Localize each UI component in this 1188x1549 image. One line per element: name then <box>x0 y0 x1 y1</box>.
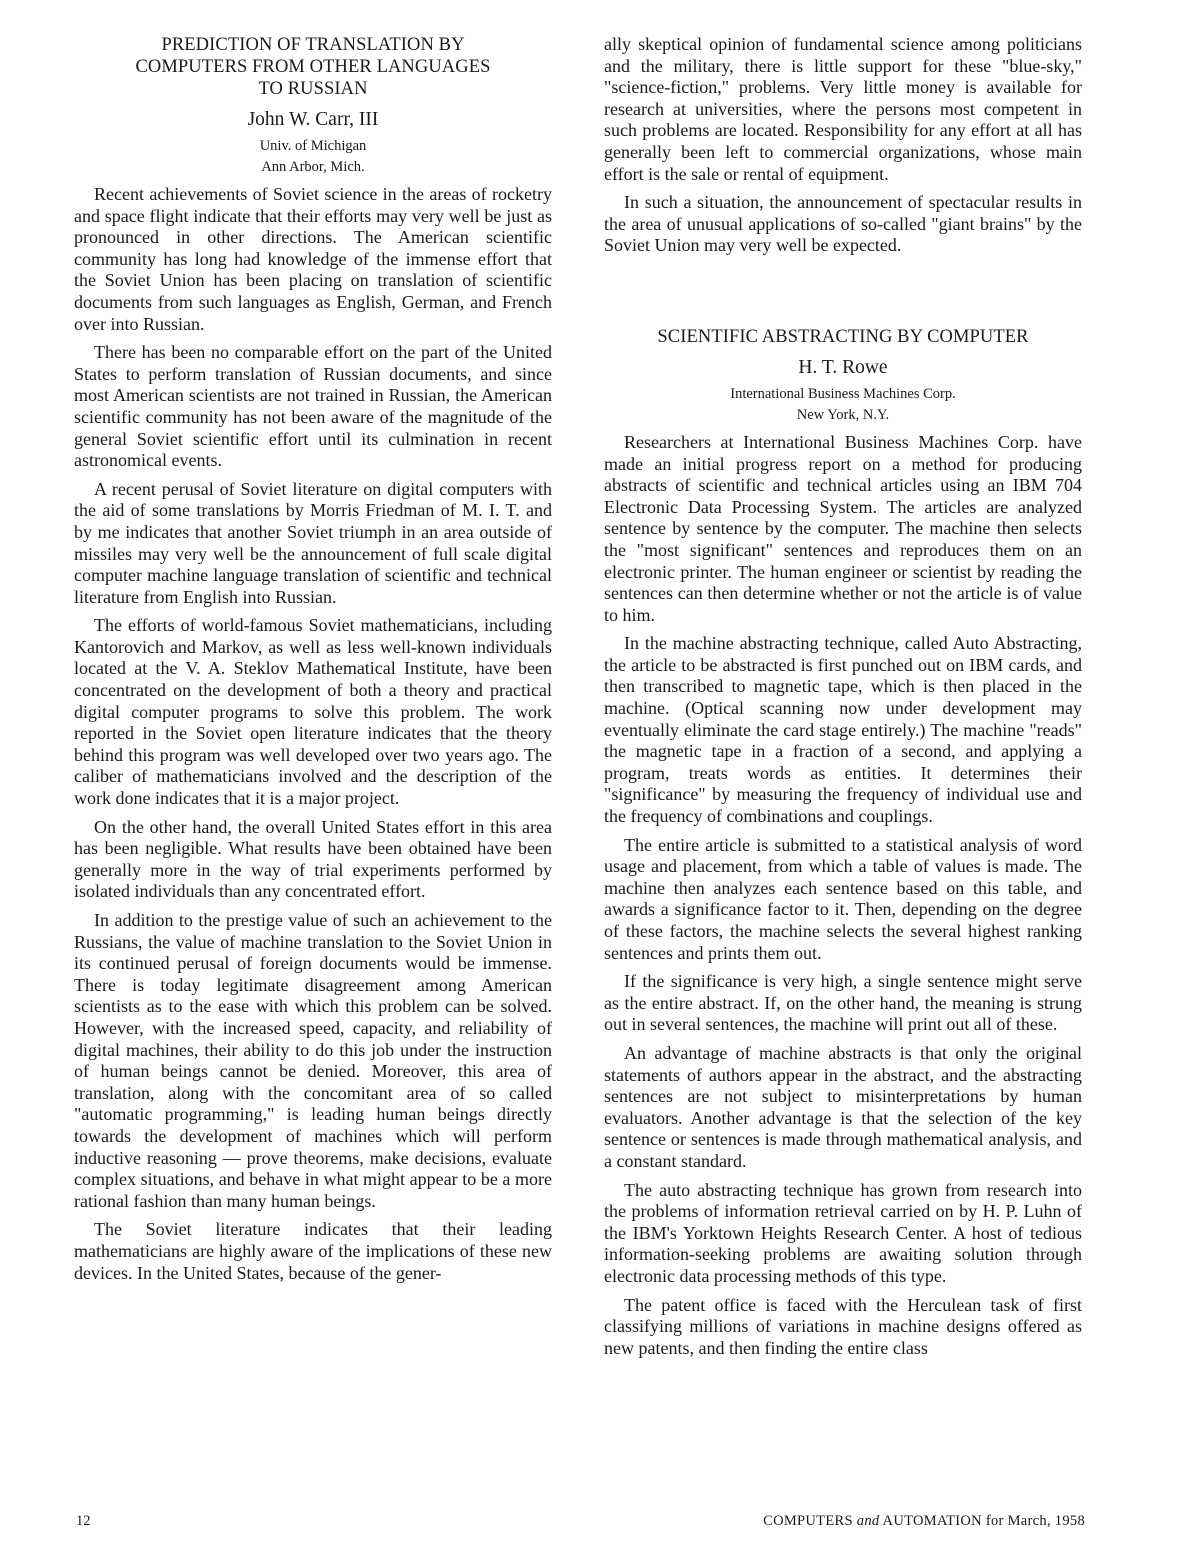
author-affiliation <box>604 384 1082 426</box>
body-paragraph: The Soviet literature indicates that their leading mathematicians are highly aware of the implications of these new devices. In the United States, because of the gener- <box>74 1219 552 1283</box>
right-column <box>604 34 1082 1366</box>
left-column <box>74 34 552 1291</box>
affiliation-line: Ann Arbor, Mich. <box>261 159 365 175</box>
affiliation-line: Univ. of Michigan <box>259 138 367 154</box>
body-paragraph: The entire article is submitted to a statistical analysis of word usage and placement, from which a table of values is made. The machine then analyzes each sentence based on this table, and awards a significance factor to it. Then, depending on the degree of these factors, the machine selects the several highest ranking sentences and prints them out. <box>604 834 1082 963</box>
body-paragraph: In such a situation, the announcement of spectacular results in the area of unusual applications of so-called "giant brains" by the Soviet Union may very well be expected. <box>604 192 1082 256</box>
affiliation-line: New York, N.Y. <box>796 406 890 423</box>
body-paragraph: In addition to the prestige value of such an achievement to the Russians, the value of machine translation to the Soviet Union in its continued perusal of foreign documents would be immense. There is today legitimate disagreement among American scientists as to the ease with which this problem can be solved. However, with the increased speed, capacity, and reliability of digital machines, their ability to do this job under the instruction of human beings cannot be denied. Moreover, this area of translation, along with the concomitant area of so called "automatic programming," is leading human beings directly towards the development of machines which will perform inductive reasoning — prove theorems, make decisions, evaluate complex situations, and behave in what might appear to be a more rational fashion than many human beings. <box>74 910 552 1211</box>
article-title: PREDICTION OF TRANSLATION BY COMPUTERS FROM OTHER LANGUAGES TO RUSSIAN <box>135 35 491 99</box>
affiliation-line: International Business Machines Corp. <box>730 385 956 402</box>
body-paragraph: On the other hand, the overall United States effort in this area has been negligible. What results have been obtained have been generally more in the way of trial experiments performed by isolated individuals than any concentrated effort. <box>74 816 552 902</box>
article-title: SCIENTIFIC ABSTRACTING BY COMPUTER <box>657 326 1029 347</box>
body-paragraph: There has been no comparable effort on the part of the United States to perform translation of Russian documents, and since most American scientists are not trained in Russian, the American scientific community has not been aware of the magnitude of the general Soviet scientific effort until its culmination in recent astronomical events. <box>74 342 552 471</box>
body-paragraph: The efforts of world-famous Soviet mathematicians, including Kantorovich and Markov, as well as less well-known individuals located at the V. A. Steklov Mathematical Institute, have been concentrated on the development of both a theory and practical digital computer programs to solve this problem. The work reported in the Soviet open literature indicates that the theory behind this program was well developed over two years ago. The caliber of mathematicians involved and the description of the work done indicates that it is a major project. <box>74 615 552 809</box>
body-paragraph: An advantage of machine abstracts is that only the original statements of authors appear in the abstract, and the abstracting sentences are not subject to misinterpretations by human evaluators. Another advantage is that the selection of the key sentence or sentences is made through mathematical analysis, and a constant standard. <box>604 1042 1082 1171</box>
article-author: H. T. Rowe <box>798 356 888 378</box>
body-paragraph: In the machine abstracting technique, called Auto Abstracting, the article to be abstracted is first punched out on IBM cards, and then transcribed to magnetic tape, which is then placed in the machine. (Optical scanning now under development may eventually eliminate the card stage entirely.) The machine "reads" the magnetic tape in a fraction of a second, and applying a program, treats words as entities. It determines their "significance" by measuring the frequency of individual use and the frequency of combinations and couplings. <box>604 633 1082 827</box>
publication-name: COMPUTERS <box>763 1513 857 1529</box>
body-paragraph: A recent perusal of Soviet literature on digital computers with the aid of some translations by Morris Friedman of M. I. T. and by me indicates that another Soviet triumph in an area outside of missiles may very well be the announcement of full scale digital computer machine language translation of scientific and technical literature from English into Russian. <box>74 478 552 607</box>
page-number: 12 <box>76 1513 91 1529</box>
article-author: John W. Carr, III <box>247 109 379 130</box>
body-paragraph: Recent achievements of Soviet science in the areas of rocketry and space flight indicate that their efforts may very well be just as pronounced in other directions. The American scientific community has long had knowledge of the immense effort that the Soviet Union has been placing on translation of scientific documents from such languages as English, German, and French over into Russian. <box>74 184 552 334</box>
body-paragraph: Researchers at International Business Machines Corp. have made an initial progress report on a method for producing abstracts of scientific and technical articles using an IBM 704 Electronic Data Processing System. The articles are analyzed sentence by sentence by the computer. The machine then selects the "most significant" sentences and reproduces them on an electronic printer. The human engineer or scientist by reading the sentences can then determine whether or not the article is of value to him. <box>604 431 1082 625</box>
article-separator <box>604 264 1082 326</box>
author-affiliation <box>74 136 552 178</box>
publication-date: AUTOMATION for March, 1958 <box>879 1513 1085 1529</box>
body-paragraph: If the significance is very high, a single sentence might serve as the entire abstract. If, on the other hand, the meaning is strung out in several sentences, the machine will print out all of these. <box>604 971 1082 1035</box>
body-paragraph: The auto abstracting technique has grown from research into the problems of information retrieval carried on by H. P. Luhn of the IBM's Yorktown Heights Research Center. A host of tedious information-seeking problems are awaiting solution through electronic data processing methods of this type. <box>604 1179 1082 1286</box>
body-paragraph-continued: ally skeptical opinion of fundamental science among politicians and the military, there is little support for these "blue-sky," "science-fiction," problems. Very little money is available for research at universities, where the persons most competent in such problems are located. Responsibility for any effort at all has generally been left to commercial organizations, whose main effort is the sale or rental of equipment. <box>604 34 1082 184</box>
publication-and: and <box>856 1513 880 1529</box>
body-paragraph: The patent office is faced with the Herculean task of first classifying millions of variations in machine designs offered as new patents, and then finding the entire class <box>604 1294 1082 1358</box>
publication-footer <box>763 1513 1085 1530</box>
